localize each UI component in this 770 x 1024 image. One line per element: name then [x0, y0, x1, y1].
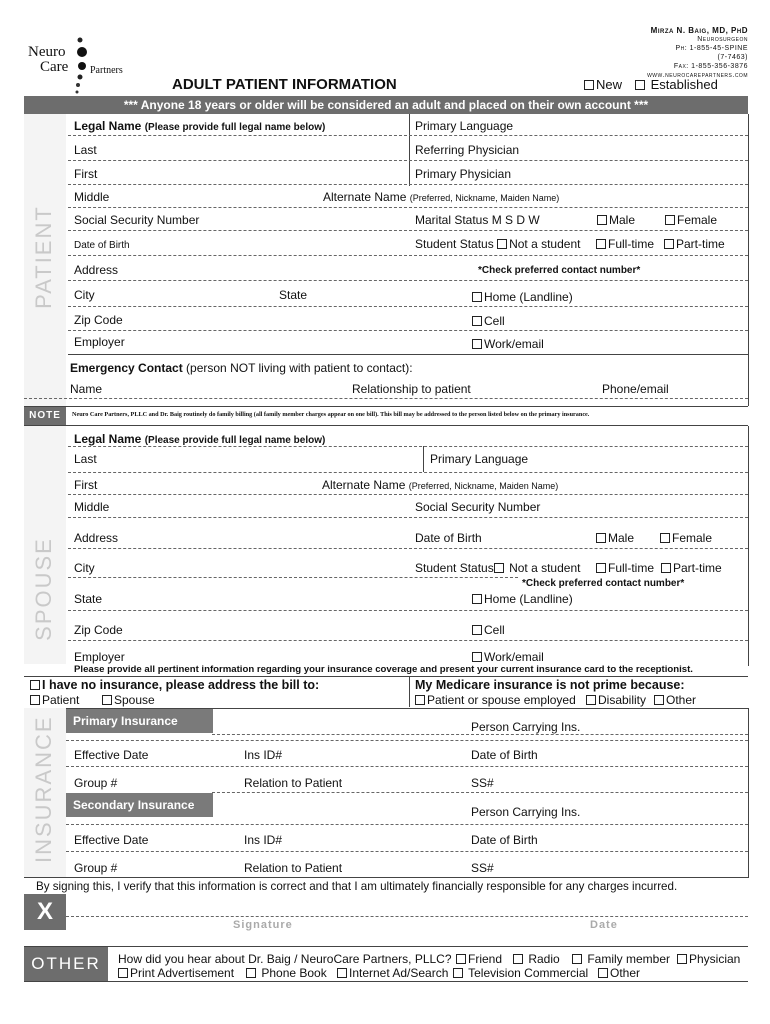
section-line [24, 877, 748, 878]
patient-work[interactable] [472, 337, 544, 351]
emergency-name[interactable]: Name [70, 382, 103, 396]
bill-to-spouse[interactable] [102, 693, 155, 707]
source-other[interactable] [598, 966, 640, 980]
patient-primary-physician[interactable]: Primary Physician [415, 167, 512, 181]
source-phone-book-checkbox[interactable] [246, 968, 256, 978]
patient-side-label: PATIENT [31, 205, 56, 309]
primary-insurance-header: Primary Insurance [66, 709, 213, 733]
patient-referring-physician[interactable]: Referring Physician [415, 143, 520, 157]
medicare-disability[interactable] [586, 693, 646, 707]
patient-city[interactable]: City [74, 288, 95, 302]
spouse-city[interactable]: City [74, 561, 95, 575]
spouse-male-label: Male [608, 531, 635, 545]
spouse-border-right [748, 426, 749, 666]
row-line [68, 160, 748, 161]
spouse-dob[interactable]: Date of Birth [415, 531, 482, 545]
patient-marital-status[interactable]: Marital Status M S D W [415, 213, 540, 227]
source-other-checkbox[interactable] [598, 968, 608, 978]
medicare-other[interactable] [654, 693, 696, 707]
row-line [68, 494, 748, 495]
source-family-checkbox[interactable] [572, 954, 582, 964]
spouse-work-label: Work/email [484, 650, 544, 664]
spouse-student-status[interactable] [415, 561, 580, 575]
primary-person-carrying[interactable]: Person Carrying Ins. [471, 720, 581, 734]
logo-partners: Partners [90, 65, 123, 76]
spouse-legal-name-label: Legal Name [74, 432, 142, 446]
logo-neuro: Neuro [28, 44, 66, 60]
source-tv[interactable] [453, 966, 588, 980]
patient-last[interactable]: Last [74, 143, 97, 157]
row-line [68, 255, 748, 256]
patient-work-checkbox[interactable] [472, 339, 482, 349]
patient-employer[interactable]: Employer [74, 335, 125, 349]
spouse-part-time-label: Part-time [673, 561, 722, 575]
source-phone-book[interactable] [246, 966, 327, 980]
patient-divider [409, 114, 410, 186]
source-print-ad[interactable] [118, 966, 234, 980]
spouse-female-checkbox[interactable] [660, 533, 670, 543]
doctor-website: www.neurocarepartners.com [647, 72, 748, 79]
spouse-part-time[interactable] [661, 561, 722, 575]
spouse-home-label: Home (Landline) [484, 592, 573, 606]
spouse-zip[interactable]: Zip Code [74, 623, 123, 637]
spouse-female[interactable] [660, 531, 712, 545]
spouse-primary-language[interactable]: Primary Language [430, 452, 529, 466]
spouse-address[interactable]: Address [74, 531, 119, 545]
row-line [68, 640, 748, 641]
medicare-employed[interactable] [415, 693, 576, 707]
medicare-other-label: Other [666, 693, 697, 707]
spouse-not-student-checkbox[interactable] [494, 563, 504, 573]
signature-line[interactable] [66, 916, 748, 917]
row-line [66, 851, 748, 852]
primary-group[interactable]: Group # [74, 776, 118, 790]
patient-cell-checkbox[interactable] [472, 316, 482, 326]
medicare-disability-label: Disability [598, 693, 647, 707]
patient-part-time-checkbox[interactable] [664, 239, 674, 249]
row-line [212, 734, 748, 735]
bill-to-patient-checkbox[interactable] [30, 695, 40, 705]
section-line [68, 354, 748, 355]
spouse-home[interactable] [472, 592, 573, 606]
patient-male-label: Male [609, 213, 636, 227]
patient-female-checkbox[interactable] [665, 215, 675, 225]
verify-statement: By signing this, I verify that this information is correct and that I am ultimately financially responsible for any charges incurred. [36, 880, 678, 893]
emergency-relationship[interactable]: Relationship to patient [352, 382, 471, 396]
medicare-other-checkbox[interactable] [654, 695, 664, 705]
row-line [68, 446, 748, 447]
patient-cell-label: Cell [484, 314, 505, 328]
spouse-not-student-label: Not a student [509, 561, 581, 575]
row-line [68, 517, 748, 518]
source-physician-label: Physician [689, 952, 741, 966]
row-line [66, 824, 748, 825]
logo-dots-icon [70, 34, 90, 96]
doctor-phone: Ph: 1-855-45-SPINE [675, 45, 748, 52]
note-label: NOTE [24, 407, 66, 425]
primary-effective-date[interactable]: Effective Date [74, 748, 149, 762]
primary-ins-id[interactable]: Ins ID# [244, 748, 283, 762]
secondary-relation[interactable]: Relation to Patient [244, 861, 343, 875]
bill-to-spouse-label: Spouse [114, 693, 155, 707]
source-physician-checkbox[interactable] [677, 954, 687, 964]
doctor-title: Neurosurgeon [697, 36, 748, 43]
patient-legal-name-label: Legal Name [74, 119, 142, 133]
spouse-state[interactable]: State [74, 592, 103, 606]
status-established[interactable] [635, 77, 718, 92]
spouse-middle[interactable]: Middle [74, 500, 110, 514]
insurance-border-right [748, 708, 749, 878]
source-family[interactable] [572, 952, 670, 966]
patient-primary-language: Primary Language [415, 119, 514, 133]
spouse-first[interactable]: First [74, 478, 98, 492]
spouse-side-label: SPOUSE [31, 537, 56, 641]
insurance-note: Please provide all pertinent information regarding your insurance coverage and present your current insurance card to the receptionist. [74, 664, 693, 675]
row-line [68, 472, 748, 473]
patient-full-time-checkbox[interactable] [596, 239, 606, 249]
secondary-ins-id[interactable]: Ins ID# [244, 833, 283, 847]
no-insurance-checkbox[interactable] [30, 680, 40, 690]
new-checkbox[interactable] [584, 80, 594, 90]
patient-side-panel [24, 114, 66, 406]
patient-ssn[interactable]: Social Security Number [74, 213, 200, 227]
primary-dob[interactable]: Date of Birth [471, 748, 538, 762]
patient-student-status-label: Student Status [415, 237, 494, 251]
doctor-name: Mirza N. Baig, MD, PhD [650, 26, 748, 35]
patient-first[interactable]: First [74, 167, 98, 181]
source-print-ad-label: Print Advertisement [130, 966, 235, 980]
patient-cell[interactable] [472, 314, 505, 328]
spouse-cell[interactable] [472, 623, 505, 637]
source-friend-checkbox[interactable] [456, 954, 466, 964]
source-tv-label: Television Commercial [468, 966, 589, 980]
patient-full-time[interactable] [596, 237, 654, 251]
emergency-contact-note: (person NOT living with patient to contact): [186, 361, 413, 375]
spouse-alternate-name-label: Alternate Name [322, 478, 406, 492]
primary-ss[interactable]: SS# [471, 776, 494, 790]
patient-dob[interactable]: Date of Birth [74, 240, 130, 251]
spouse-work[interactable] [472, 650, 544, 664]
spouse-divider [423, 446, 424, 472]
primary-relation[interactable]: Relation to Patient [244, 776, 343, 790]
patient-female-label: Female [677, 213, 718, 227]
medicare-employed-label: Patient or spouse employed [427, 693, 576, 707]
spouse-cell-checkbox[interactable] [472, 625, 482, 635]
bill-to-spouse-checkbox[interactable] [102, 695, 112, 705]
doctor-phone-alt: (7-7463) [717, 54, 748, 61]
date-label: Date [590, 919, 618, 931]
source-phone-book-label: Phone Book [261, 966, 327, 980]
insurance-side-label: INSURANCE [31, 715, 56, 863]
spouse-check-preferred: *Check preferred contact number* [522, 578, 685, 589]
patient-home[interactable] [472, 290, 573, 304]
patient-male[interactable] [597, 213, 635, 227]
patient-alternate-name[interactable] [323, 190, 559, 204]
patient-work-label: Work/email [484, 337, 544, 351]
spouse-employer[interactable]: Employer [74, 650, 125, 664]
row-line [66, 766, 748, 767]
logo-care: Care [40, 59, 69, 75]
no-insurance-title-label: I have no insurance, please address the bill to: [42, 678, 320, 692]
row-line [68, 306, 748, 307]
signature-label: Signature [233, 919, 293, 931]
patient-full-time-label: Full-time [608, 237, 655, 251]
patient-not-student-label: Not a student [509, 237, 581, 251]
row-line [68, 577, 518, 578]
spouse-full-time-label: Full-time [608, 561, 655, 575]
row-line [66, 740, 748, 741]
medicare-employed-checkbox[interactable] [415, 695, 425, 705]
source-radio-checkbox[interactable] [513, 954, 523, 964]
source-friend-label: Friend [468, 952, 503, 966]
secondary-insurance-header: Secondary Insurance [66, 793, 213, 817]
source-internet-checkbox[interactable] [337, 968, 347, 978]
secondary-group[interactable]: Group # [74, 861, 118, 875]
bill-to-patient[interactable] [30, 693, 79, 707]
source-friend[interactable] [456, 952, 502, 966]
sign-x-text: X [36, 898, 53, 925]
source-tv-checkbox[interactable] [453, 968, 463, 978]
source-other-label: Other [610, 966, 641, 980]
spouse-part-time-checkbox[interactable] [661, 563, 671, 573]
spouse-home-checkbox[interactable] [472, 594, 482, 604]
spouse-legal-name [74, 432, 325, 446]
row-line [212, 792, 748, 793]
row-line [24, 398, 748, 399]
other-question: How did you hear about Dr. Baig / NeuroCare Partners, PLLC? [118, 952, 452, 966]
patient-legal-name-note: (Please provide full legal name below) [144, 122, 326, 133]
emergency-contact-label: Emergency Contact [70, 361, 183, 375]
spouse-student-status-label: Student Status [415, 561, 494, 575]
spouse-work-checkbox[interactable] [472, 652, 482, 662]
patient-state[interactable]: State [279, 288, 308, 302]
patient-alternate-note: (Preferred, Nickname, Maiden Name) [409, 193, 560, 203]
spouse-male[interactable] [596, 531, 634, 545]
patient-part-time[interactable] [664, 237, 725, 251]
source-physician[interactable] [677, 952, 740, 966]
adult-banner [24, 96, 748, 114]
note-text: Neuro Care Partners, PLLC and Dr. Baig routinely do family billing (all family member charges appear on one bill). This bill may be addressed to the person listed below on the primary insurance. [72, 411, 590, 418]
spouse-alternate-name[interactable] [322, 478, 558, 492]
patient-check-preferred: *Check preferred contact number* [478, 265, 641, 276]
source-radio[interactable] [513, 952, 560, 966]
emergency-phone[interactable]: Phone/email [602, 382, 669, 396]
insurance-side-panel [24, 708, 66, 878]
doctor-fax: Fax: 1-855-356-3876 [673, 63, 748, 70]
emergency-contact-heading [70, 361, 413, 375]
spouse-legal-name-note: (Please provide full legal name below) [144, 435, 326, 446]
adult-banner-text: *** Anyone 18 years or older will be considered an adult and placed on their own account *** [123, 98, 649, 112]
spouse-male-checkbox[interactable] [596, 533, 606, 543]
patient-not-student-checkbox[interactable] [497, 239, 507, 249]
spouse-ssn[interactable]: Social Security Number [415, 500, 541, 514]
patient-border-right [748, 114, 749, 406]
spouse-cell-label: Cell [484, 623, 505, 637]
patient-home-checkbox[interactable] [472, 292, 482, 302]
spouse-full-time[interactable] [596, 561, 654, 575]
bill-to-patient-label: Patient [42, 693, 80, 707]
row-line [68, 610, 748, 611]
source-radio-label: Radio [528, 952, 560, 966]
row-line [68, 280, 748, 281]
patient-alternate-name-label: Alternate Name [323, 190, 407, 204]
patient-legal-name [74, 119, 325, 133]
source-print-ad-checkbox[interactable] [118, 968, 128, 978]
status-new[interactable] [584, 77, 622, 92]
patient-part-time-label: Part-time [676, 237, 725, 251]
form-title: ADULT PATIENT INFORMATION [172, 76, 397, 93]
patient-student-status[interactable] [415, 237, 580, 251]
spouse-last[interactable]: Last [74, 452, 97, 466]
sign-x [24, 894, 66, 930]
spouse-full-time-checkbox[interactable] [596, 563, 606, 573]
patient-home-label: Home (Landline) [484, 290, 573, 304]
source-internet[interactable] [337, 966, 448, 980]
doctor-info [647, 26, 748, 80]
row-line [68, 207, 748, 208]
row-line [68, 135, 748, 136]
note-bar [24, 406, 748, 426]
secondary-dob[interactable]: Date of Birth [471, 833, 538, 847]
row-line [68, 184, 748, 185]
row-line [68, 548, 748, 549]
spouse-alternate-note: (Preferred, Nickname, Maiden Name) [408, 481, 559, 491]
secondary-effective-date[interactable]: Effective Date [74, 833, 149, 847]
medicare-disability-checkbox[interactable] [586, 695, 596, 705]
section-line [24, 676, 748, 677]
secondary-ss[interactable]: SS# [471, 861, 494, 875]
source-internet-label: Internet Ad/Search [349, 966, 449, 980]
secondary-person-carrying[interactable]: Person Carrying Ins. [471, 805, 581, 819]
other-label: OTHER [24, 947, 108, 981]
medicare-divider [409, 677, 410, 707]
logo [26, 34, 136, 94]
row-line [68, 330, 748, 331]
source-family-label: Family member [587, 952, 671, 966]
patient-female[interactable] [665, 213, 717, 227]
no-insurance-title[interactable] [30, 678, 319, 692]
status-established-label: Established [650, 77, 718, 92]
medicare-title: My Medicare insurance is not prime because: [415, 678, 685, 692]
spouse-female-label: Female [672, 531, 713, 545]
patient-address[interactable]: Address [74, 263, 119, 277]
status-new-label: New [596, 77, 623, 92]
patient-male-checkbox[interactable] [597, 215, 607, 225]
patient-middle[interactable]: Middle [74, 190, 110, 204]
patient-zip[interactable]: Zip Code [74, 313, 123, 327]
row-line [68, 230, 748, 231]
spouse-side-panel [24, 426, 66, 664]
established-checkbox[interactable] [635, 80, 645, 90]
